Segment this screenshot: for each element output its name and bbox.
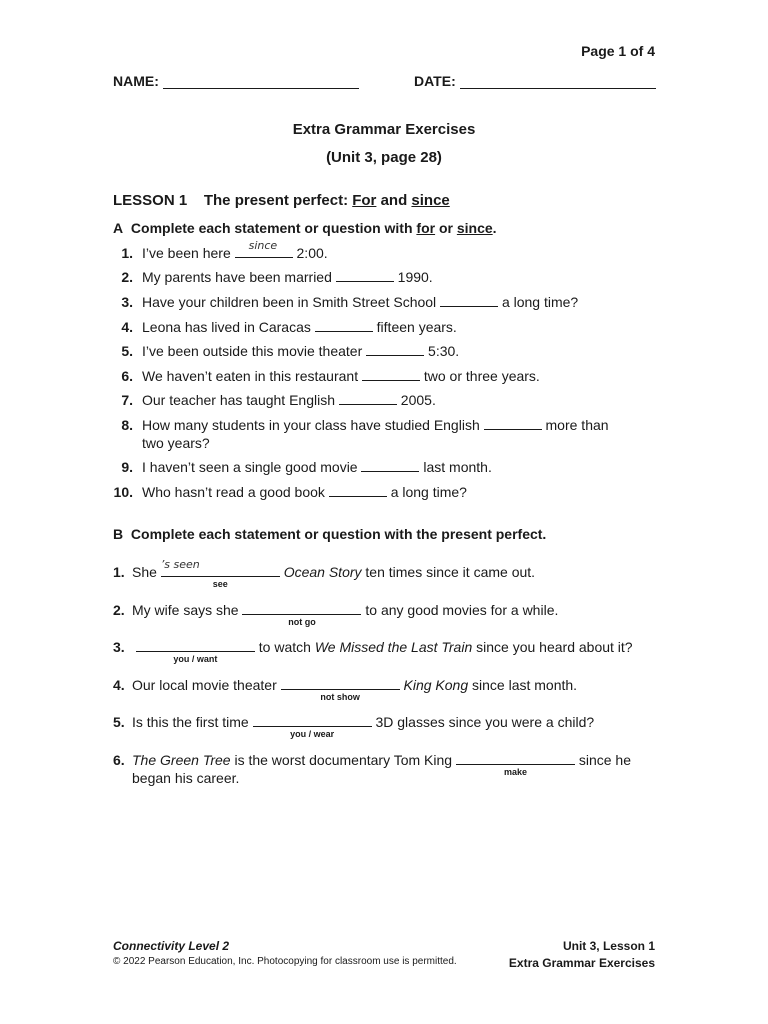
list-item: 4. Our local movie theater not show King Kong since last month.	[113, 677, 578, 702]
list-item: 5. Is this the first time you / wear 3D glasses since you were a child?	[113, 714, 595, 739]
section-a-letter: A	[113, 220, 124, 236]
lesson-heading: LESSON 1 The present perfect: For and since	[113, 192, 450, 209]
lesson-word-for: For	[352, 192, 377, 209]
list-item: 3. Have your children been in Smith Street School a long time?	[121, 294, 579, 310]
list-item: 10. Who hasn’t read a good book a long time?	[113, 484, 467, 500]
answer-blank[interactable]	[440, 294, 498, 307]
page-title: Extra Grammar Exercises	[292, 121, 476, 138]
verb-hint: you / wear	[290, 729, 335, 739]
list-item: 5. I’ve been outside this movie theater 5:30.	[121, 343, 460, 359]
page-subtitle: (Unit 3, page 28)	[326, 149, 442, 166]
footer-unit: Unit 3, Lesson 1	[562, 939, 655, 953]
list-item: 1. She ’s seen see Ocean Story ten times since it came out.	[113, 558, 536, 589]
name-line[interactable]	[163, 74, 359, 89]
copyright: © 2022 Pearson Education, Inc. Photocopying for classroom use is permitted.	[113, 956, 457, 967]
answer-blank[interactable]	[362, 368, 420, 381]
verb-hint: not show	[320, 692, 360, 702]
answer-blank[interactable]	[336, 269, 394, 282]
answer-blank[interactable]	[281, 677, 400, 702]
list-item: 4. Leona has lived in Caracas fifteen years.	[121, 319, 457, 335]
name-field[interactable]	[113, 73, 359, 89]
answer-blank[interactable]	[136, 639, 255, 664]
date-label: DATE:	[414, 73, 456, 89]
date-field[interactable]	[414, 73, 656, 89]
list-item: 2. My wife says she not go to any good movies for a while.	[113, 602, 559, 627]
answer-blank[interactable]	[339, 392, 397, 405]
verb-hint: make	[503, 767, 527, 777]
lesson-number: LESSON 1	[113, 192, 188, 209]
handwritten-answer: ’s seen	[160, 558, 200, 571]
lesson-topic: The present perfect:	[203, 192, 349, 209]
list-item: 1. I’ve been here since 2:00.	[121, 239, 328, 261]
list-item: 6. We haven’t eaten in this restaurant two or three years.	[121, 368, 540, 384]
list-item: 2. My parents have been married 1990.	[121, 269, 433, 285]
handwritten-answer: since	[248, 239, 278, 252]
name-label: NAME:	[113, 73, 159, 89]
section-b-instructions: B Complete each statement or question with the present perfect.	[113, 526, 547, 542]
footer-section: Extra Grammar Exercises	[508, 956, 655, 970]
list-item: 8. How many students in your class have studied English more than two years?	[121, 417, 609, 451]
answer-blank[interactable]	[253, 714, 372, 739]
list-item: 6. The Green Tree is the worst documentary Tom King make since he began his career.	[113, 752, 632, 786]
series-name: Connectivity Level 2	[113, 939, 230, 953]
answer-blank[interactable]	[329, 484, 387, 497]
page-number: Page 1 of 4	[581, 43, 655, 59]
date-line[interactable]	[460, 74, 656, 89]
section-a-instructions: A Complete each statement or question with for or since.	[113, 220, 497, 236]
list-item: 3. you / want to watch We Missed the Last Train since you heard about it?	[113, 639, 633, 664]
footer-right	[509, 938, 655, 972]
answer-blank[interactable]	[235, 239, 293, 258]
section-b-letter: B	[113, 526, 124, 542]
verb-hint: see	[212, 579, 228, 589]
answer-blank[interactable]	[366, 343, 424, 356]
answer-blank[interactable]	[315, 319, 373, 332]
answer-blank[interactable]	[242, 602, 361, 627]
verb-hint: you / want	[173, 654, 218, 664]
list-item: 9. I haven’t seen a single good movie last month.	[121, 459, 492, 475]
answer-blank[interactable]	[160, 558, 280, 589]
list-item: 7. Our teacher has taught English 2005.	[121, 392, 436, 408]
verb-hint: not go	[288, 617, 316, 627]
footer-left	[113, 938, 457, 968]
answer-blank[interactable]	[361, 459, 419, 472]
answer-blank[interactable]	[484, 417, 542, 430]
lesson-word-since: since	[411, 192, 450, 209]
answer-blank[interactable]	[456, 752, 575, 777]
